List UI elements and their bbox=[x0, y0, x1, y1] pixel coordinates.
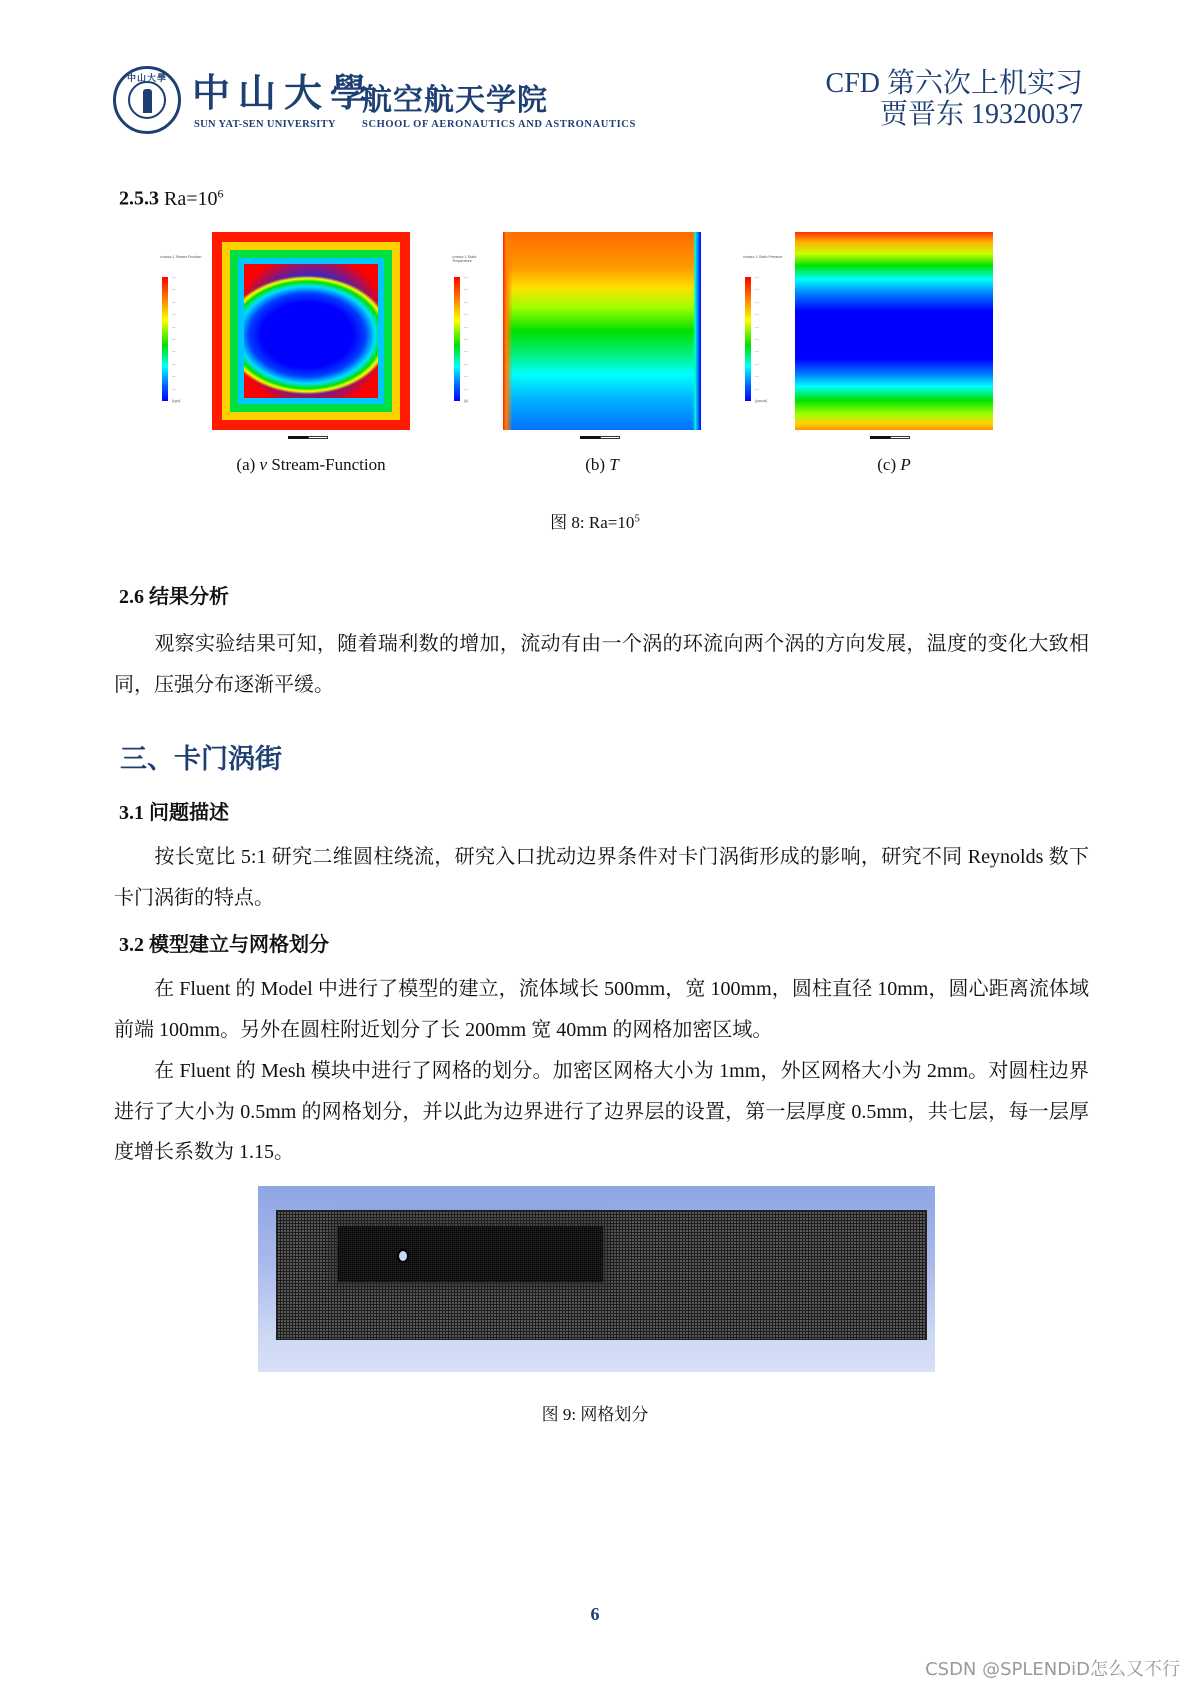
subcaption-variable: v bbox=[259, 455, 268, 474]
paragraph-text: 在 Fluent 的 Model 中进行了模型的建立，流体域长 500mm，宽 100mm，圆柱直径 10mm，圆心距离流体域前端 100mm。另外在圆柱附近划分了长 200mm 宽 40mm 的网格加密区域。 bbox=[114, 978, 1089, 1041]
paragraph-text: 按长宽比 5:1 研究二维圆柱绕流，研究入口扰动边界条件对卡门涡街形成的影响，研究不同 Reynolds 数下卡门涡街的特点。 bbox=[114, 846, 1089, 909]
figure8-caption bbox=[0, 508, 1190, 533]
legend-colorbar bbox=[162, 277, 168, 401]
subcaption-variable: P bbox=[900, 455, 911, 474]
university-seal-logo bbox=[113, 66, 181, 134]
caption-text: 图 8: Ra=10 bbox=[550, 513, 635, 532]
paragraph-problem bbox=[114, 837, 1089, 918]
section-title-exponent: 6 bbox=[217, 186, 224, 200]
paragraph-mesh bbox=[114, 1051, 1089, 1173]
page-number: 6 bbox=[590, 1604, 600, 1624]
mesh-refinement-region bbox=[338, 1226, 603, 1282]
mesh-figure bbox=[258, 1186, 935, 1372]
scale-bar bbox=[870, 433, 912, 440]
subcaption-prefix: (a) bbox=[236, 455, 260, 474]
subcaption-a bbox=[212, 455, 410, 475]
subcaption-c bbox=[795, 455, 993, 475]
paragraph-text: 在 Fluent 的 Mesh 模块中进行了网格的划分。加密区网格大小为 1mm，外区网格大小为 2mm。对圆柱边界进行了大小为 0.5mm 的网格划分，并以此为边界进行了边界层的设置，第一层厚度 0.5mm，共七层，每一层厚度增长系数为 1.15。 bbox=[114, 1060, 1089, 1163]
subcaption-prefix: (c) bbox=[877, 455, 901, 474]
figure9-caption: 图 9: 网格划分 bbox=[541, 1405, 649, 1424]
legend-title: contour-1 Static Pressure bbox=[743, 255, 783, 259]
section-heading-3-2: 3.2 模型建立与网格划分 bbox=[119, 934, 329, 956]
contour-pressure bbox=[795, 232, 993, 430]
section-number: 2.5.3 bbox=[119, 187, 159, 210]
contour-stream-function bbox=[212, 232, 410, 430]
contour-temperature bbox=[503, 232, 701, 430]
legend-unit: [k] bbox=[464, 398, 468, 403]
university-name-en: SUN YAT-SEN UNIVERSITY bbox=[194, 119, 336, 130]
university-name-cn: 中山大學 bbox=[192, 70, 377, 115]
header-title-line2: 贾晋东 19320037 bbox=[879, 99, 1083, 130]
legend-ticks: — — — — — — — — — — [pascal] bbox=[755, 275, 768, 403]
header-title-line1: CFD 第六次上机实习 bbox=[825, 68, 1083, 99]
school-name-en: SCHOOL OF AERONAUTICS AND ASTRONAUTICS bbox=[362, 119, 636, 130]
legend-colorbar bbox=[745, 277, 751, 401]
legend-pressure bbox=[743, 255, 785, 405]
seal-text: 中山大學 bbox=[126, 73, 167, 83]
legend-temperature bbox=[452, 255, 494, 405]
subcaption-suffix: Stream-Function bbox=[267, 455, 386, 474]
scale-bar bbox=[288, 433, 330, 440]
seal-building-icon bbox=[143, 89, 152, 113]
subcaption-b bbox=[503, 455, 701, 475]
legend-unit: [pascal] bbox=[755, 398, 768, 403]
section-title bbox=[164, 188, 224, 210]
legend-ticks: — — — — — — — — — — [kg/s] bbox=[172, 275, 181, 403]
chapter-heading-3: 三、卡门涡街 bbox=[120, 744, 282, 775]
cylinder-icon bbox=[397, 1249, 409, 1263]
legend-title: contour-1 Static Temperature bbox=[452, 255, 477, 263]
header-title-block bbox=[826, 68, 1083, 130]
caption-exponent: 5 bbox=[634, 512, 640, 525]
legend-ticks: — — — — — — — — — — [k] bbox=[464, 275, 468, 403]
legend-colorbar bbox=[454, 277, 460, 401]
section-heading-2-6: 2.6 结果分析 bbox=[119, 586, 229, 608]
scale-bar bbox=[580, 433, 622, 440]
legend-unit: [kg/s] bbox=[172, 398, 181, 403]
legend-stream-function bbox=[160, 255, 202, 405]
watermark: CSDN @SPLENDiD怎么又不行 bbox=[925, 1659, 1180, 1680]
subcaption-variable: T bbox=[609, 455, 619, 474]
section-title-base: Ra=10 bbox=[164, 187, 218, 210]
paragraph-model bbox=[114, 969, 1089, 1050]
section-heading-3-1: 3.1 问题描述 bbox=[119, 802, 229, 824]
legend-title: contour-1 Stream Function bbox=[160, 255, 202, 259]
section-heading-2-5-3 bbox=[119, 186, 224, 211]
paragraph-results bbox=[114, 624, 1089, 705]
paragraph-text: 观察实验结果可知，随着瑞利数的增加，流动有由一个涡的环流向两个涡的方向发展，温度的变化大致相同，压强分布逐渐平缓。 bbox=[114, 633, 1089, 696]
subcaption-prefix: (b) bbox=[585, 455, 610, 474]
school-name-cn: 航空航天学院 bbox=[362, 83, 548, 118]
